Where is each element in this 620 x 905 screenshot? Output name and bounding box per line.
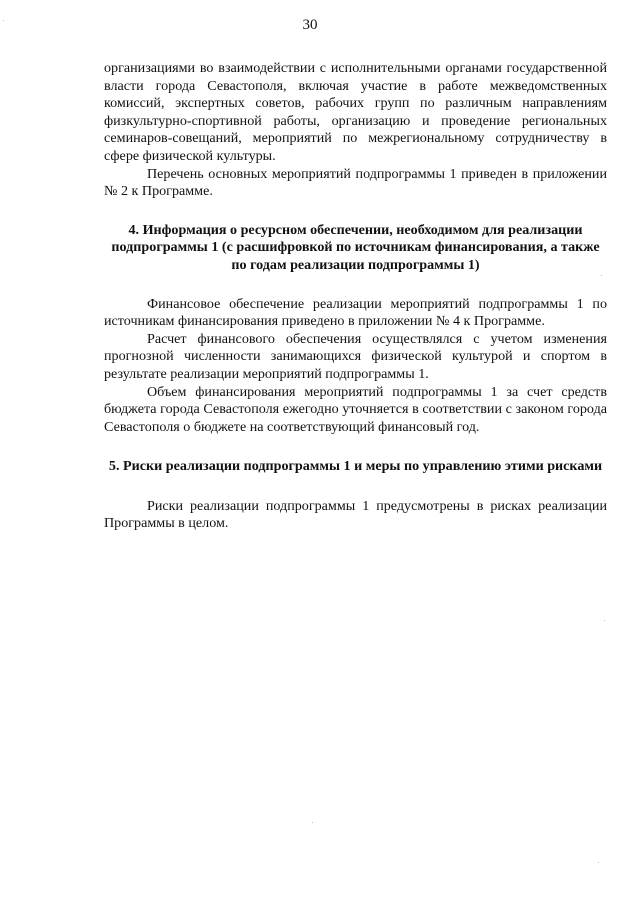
paragraph-activities-list: Перечень основных мероприятий подпрограммы 1 приведен в приложении № 2 к Программе. xyxy=(104,165,607,200)
scan-speck xyxy=(601,275,602,276)
page-body xyxy=(104,60,607,533)
scan-speck xyxy=(312,822,313,823)
section-5-heading: 5. Риски реализации подпрограммы 1 и меры по управлению этими рисками xyxy=(108,458,603,475)
paragraph-continuation: организациями во взаимодействии с исполнительными органами государственной власти города Севастополя, включая участие в работе межведомственных комиссий, экспертных советов, рабочих групп по различным направлениям физкультурно-спортивной работы, организацию и проведение региональных семинаров-совещаний, мероприятий по межрегиональному сотрудничеству в сфере физической культуры. xyxy=(104,60,607,164)
scan-speck xyxy=(3,20,4,21)
page-number: 30 xyxy=(302,17,318,33)
scan-speck xyxy=(598,862,599,863)
section-4-paragraph-3: Объем финансирования мероприятий подпрограммы 1 за счет средств бюджета города Севастополя ежегодно уточняется в соответствии с законом города Севастополя о бюджете на соответствующий финансовый год. xyxy=(104,383,607,435)
section-5-paragraph-1: Риски реализации подпрограммы 1 предусмотрены в рисках реализации Программы в целом. xyxy=(104,497,607,532)
section-4-paragraph-1: Финансовое обеспечение реализации мероприятий подпрограммы 1 по источникам финансирования приведено в приложении № 4 к Программе. xyxy=(104,295,607,330)
scan-speck xyxy=(604,620,605,621)
section-4-paragraph-2: Расчет финансового обеспечения осуществлялся с учетом изменения прогнозной численности занимающихся физической культурой и спортом в результате реализации мероприятий подпрограммы 1. xyxy=(104,330,607,382)
section-4-heading: 4. Информация о ресурсном обеспечении, необходимом для реализации подпрограммы 1 (с расшифровкой по источникам финансирования, а также по годам реализации подпрограммы 1) xyxy=(111,221,600,273)
